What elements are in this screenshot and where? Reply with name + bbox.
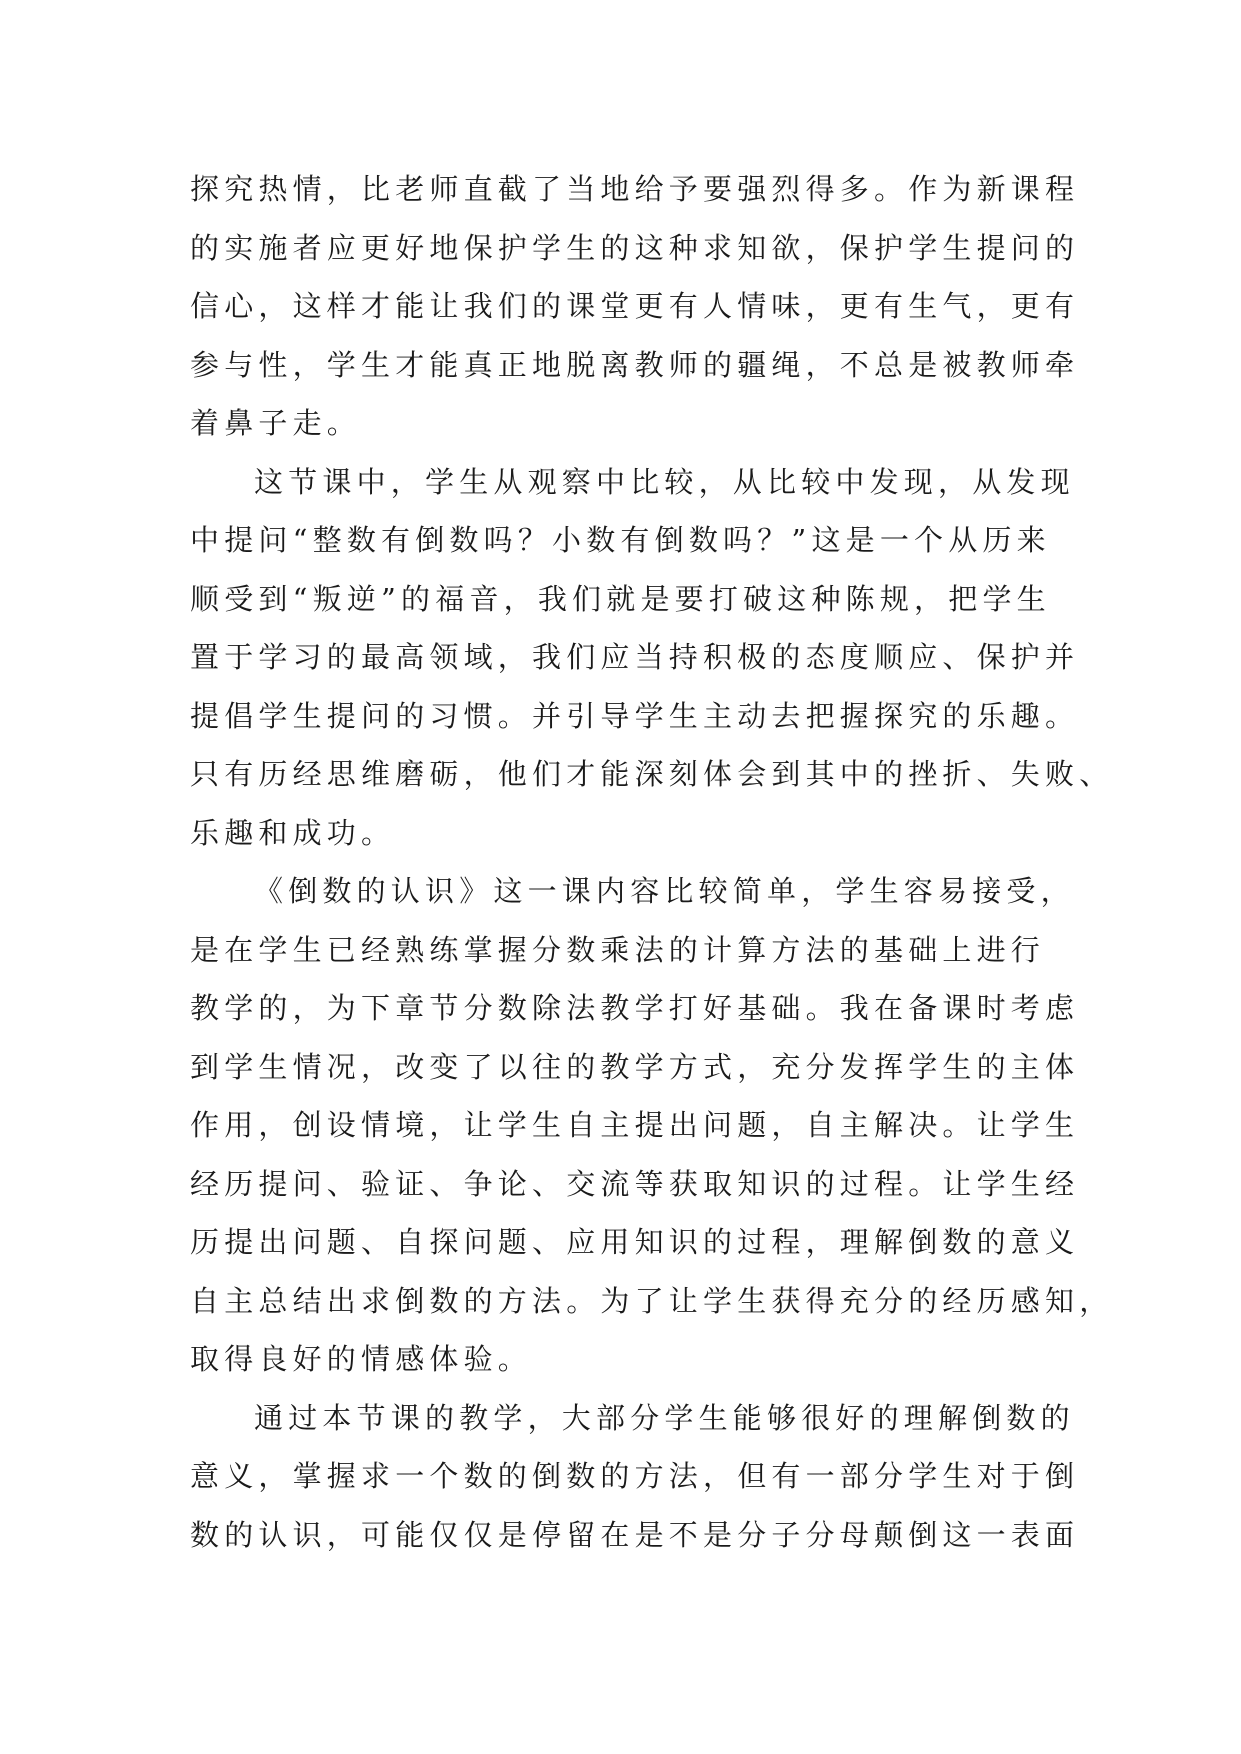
text-line: 提倡学生提问的习惯。并引导学生主动去把握探究的乐趣。 (190, 698, 1080, 733)
paragraph (190, 1389, 1090, 1565)
text-line: 作用，创设情境，让学生自主提出问题，自主解决。让学生 (190, 1108, 1080, 1142)
text-line: 顺受到“叛逆”的福音，我们就是要打破这种陈规，把学生 (190, 581, 1051, 616)
text-line: 这节课中，学生从观察中比较，从比较中发现，从发现 (254, 464, 1075, 499)
text-line: 置于学习的最高领域，我们应当持积极的态度顺应、保护并 (190, 640, 1080, 674)
text-line: 教学的，为下章节分数除法教学打好基础。我在备课时考虑 (190, 991, 1080, 1025)
text-line: 乐趣和成功。 (190, 815, 396, 850)
text-line: 中提问“整数有倒数吗？小数有倒数吗？”这是一个从历来 (190, 523, 1051, 557)
text-line: 历提出问题、自探问题、应用知识的过程，理解倒数的意义 (190, 1225, 1080, 1259)
text-line: 自主总结出求倒数的方法。为了让学生获得充分的经历感知， (190, 1283, 1114, 1318)
text-line: 参与性，学生才能真正地脱离教师的疆绳，不总是被教师牵 (190, 347, 1080, 382)
text-line: 信心，这样才能让我们的课堂更有人情味，更有生气，更有 (190, 289, 1080, 323)
text-line: 取得良好的情感体验。 (190, 1342, 533, 1376)
text-line: 是在学生已经熟练掌握分数乘法的计算方法的基础上进行 (190, 932, 1046, 967)
text-line: 通过本节课的教学，大部分学生能够很好的理解倒数的 (254, 1400, 1075, 1435)
paragraph (190, 160, 1090, 453)
text-line: 着鼻子走。 (190, 406, 362, 440)
body-text (190, 160, 1114, 1564)
paragraph (190, 862, 1114, 1389)
text-line: 数的认识，可能仅仅是停留在是不是分子分母颠倒这一表面 (190, 1517, 1080, 1552)
text-line: 经历提问、验证、争论、交流等获取知识的过程。让学生经 (190, 1166, 1080, 1201)
paragraph (190, 453, 1114, 863)
text-line: 只有历经思维磨砺，他们才能深刻体会到其中的挫折、失败、 (190, 757, 1114, 791)
text-line: 探究热情，比老师直截了当地给予要强烈得多。作为新课程 (190, 172, 1080, 206)
text-line: 意义，掌握求一个数的倒数的方法，但有一部分学生对于倒 (190, 1459, 1080, 1493)
text-line: 到学生情况，改变了以往的教学方式，充分发挥学生的主体 (190, 1049, 1080, 1084)
text-line: 的实施者应更好地保护学生的这种求知欲，保护学生提问的 (190, 230, 1080, 265)
text-line: 《倒数的认识》这一课内容比较简单，学生容易接受， (254, 874, 1075, 908)
